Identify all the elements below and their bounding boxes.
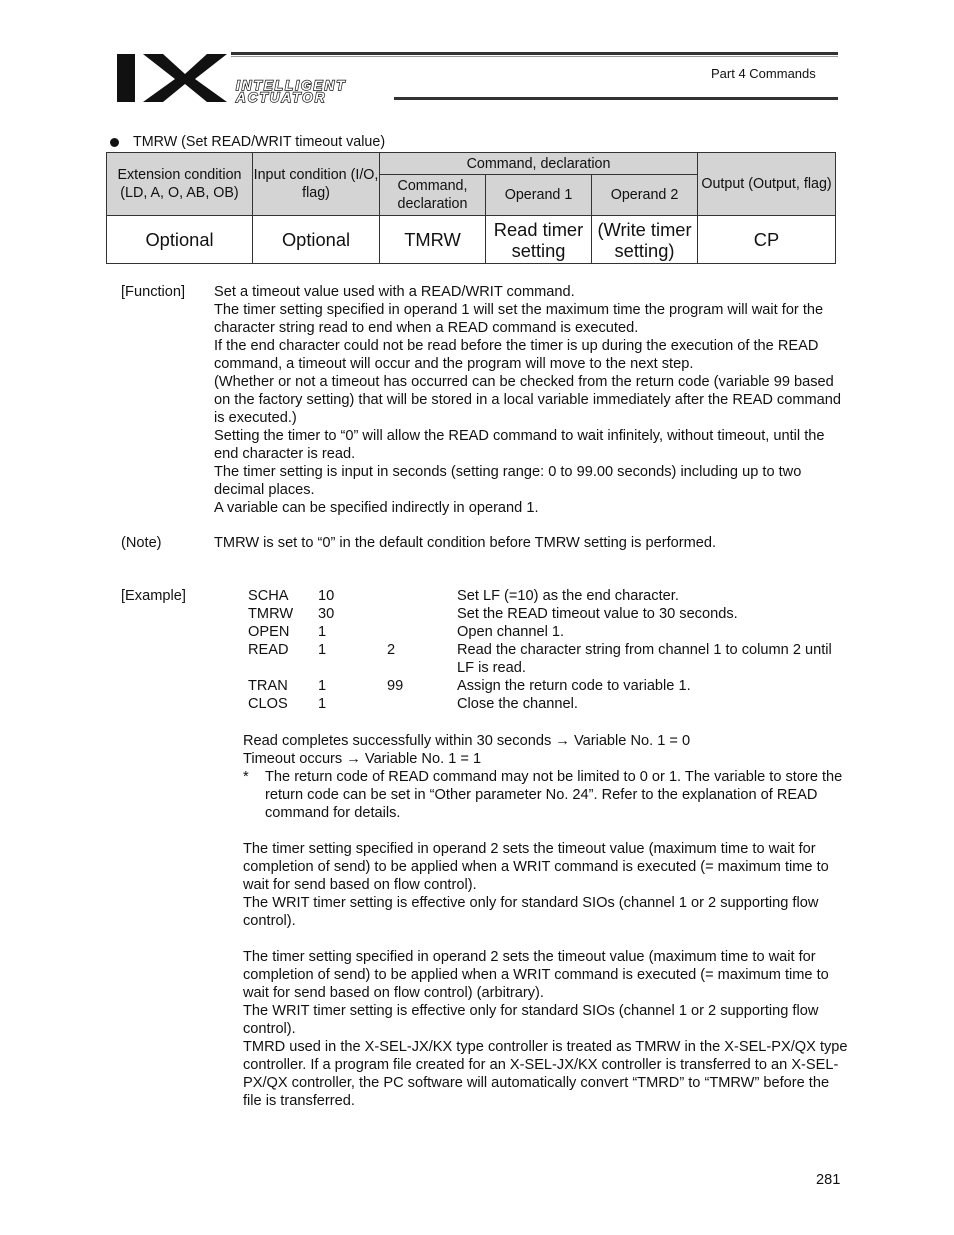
header-operand-2: Operand 2 xyxy=(592,175,698,216)
operand-2-paragraph-1 xyxy=(243,840,848,930)
function-label: [Function] xyxy=(121,284,186,300)
footnote-mark: * xyxy=(243,769,249,785)
code-operand-1: 1 xyxy=(318,642,327,658)
example-code-row xyxy=(248,587,848,605)
code-command: TMRW xyxy=(248,606,294,622)
paragraph-line: TMRD used in the X-SEL-JX/KX type controller is treated as TMRW in the X-SEL-PX/QX type controller. If a program file created for an X-SEL-JX/KX controller is transferred to an X-SEL-PX/QX controller, the PC software will automatically convert “TMRD” to “TMRW” before the file is transferred. xyxy=(243,1039,848,1109)
code-comment: Set LF (=10) as the end character. xyxy=(457,588,679,604)
code-comment: Read the character string from channel 1 to column 2 until LF is read. xyxy=(457,642,832,676)
code-operand-1: 10 xyxy=(318,588,335,604)
code-comment: Assign the return code to variable 1. xyxy=(457,678,691,694)
header-rule-top-thin xyxy=(231,56,838,57)
cell-output: CP xyxy=(698,216,836,264)
example-results xyxy=(243,732,843,768)
example-code-row xyxy=(248,695,848,713)
function-line: The timer setting is input in seconds (setting range: 0 to 99.00 seconds) including up to two decimal places. xyxy=(214,464,802,498)
section-title: TMRW (Set READ/WRIT timeout value) xyxy=(133,134,386,150)
function-line: Set a timeout value used with a READ/WRIT command. xyxy=(214,284,575,300)
function-line: Setting the timer to “0” will allow the READ command to wait infinitely, without timeout, until the end character is read. xyxy=(214,428,825,462)
header-rule-top xyxy=(231,52,838,55)
example-code-row xyxy=(248,605,848,623)
cell-input-condition: Optional xyxy=(253,216,380,264)
code-comment: Set the READ timeout value to 30 seconds. xyxy=(457,606,738,622)
example-label: [Example] xyxy=(121,588,186,604)
code-command: OPEN xyxy=(248,624,290,640)
header-operand-1: Operand 1 xyxy=(486,175,592,216)
paragraph-line: The timer setting specified in operand 2 sets the timeout value (maximum time to wait for completion of send) to be applied when a WRIT command is executed (= maximum time to wait for send based on flow control). xyxy=(243,841,829,893)
command-spec-table xyxy=(106,152,836,264)
function-description xyxy=(214,283,846,517)
page-number: 281 xyxy=(816,1172,841,1188)
example-code-row xyxy=(248,641,848,676)
header-extension-condition: Extension condition (LD, A, O, AB, OB) xyxy=(107,153,253,216)
code-command: CLOS xyxy=(248,696,288,712)
header-command-group: Command, declaration xyxy=(380,153,698,175)
header-command: Command, declaration xyxy=(380,175,486,216)
function-line: A variable can be specified indirectly in operand 1. xyxy=(214,500,539,516)
logo-wordmark-actuator: ACTUATOR xyxy=(236,90,327,105)
code-operand-1: 1 xyxy=(318,678,327,694)
result-line: Timeout occurs → Variable No. 1 = 1 xyxy=(243,751,482,767)
note-text: TMRW is set to “0” in the default condition before TMRW setting is performed. xyxy=(214,535,717,551)
code-operand-1: 30 xyxy=(318,606,335,622)
cell-operand-2: (Write timer setting) xyxy=(592,216,698,264)
code-command: TRAN xyxy=(248,678,288,694)
code-operand-2: 99 xyxy=(387,678,404,694)
code-operand-1: 1 xyxy=(318,624,327,640)
footnote-text: The return code of READ command may not be limited to 0 or 1. The variable to store the return code can be set in “Other parameter No. 24”. Refer to the explanation of READ command for details. xyxy=(265,769,843,821)
ix-logo-icon xyxy=(113,52,231,104)
paragraph-line: The WRIT timer setting is effective only for standard SIOs (channel 1 or 2 supporting flow control). xyxy=(243,1003,819,1037)
function-line: The timer setting specified in operand 1 will set the maximum time the program will wait for the character string read to end when a READ command is executed. xyxy=(214,302,824,336)
bullet-icon xyxy=(110,138,119,147)
code-comment: Close the channel. xyxy=(457,696,578,712)
code-command: SCHA xyxy=(248,588,289,604)
code-operand-2: 2 xyxy=(387,642,396,658)
header-output: Output (Output, flag) xyxy=(698,153,836,216)
code-comment: Open channel 1. xyxy=(457,624,565,640)
paragraph-line: The timer setting specified in operand 2 sets the timeout value (maximum time to wait for completion of send) to be applied when a WRIT command is executed (= maximum time to wait for send based on flow control) (arbitrary). xyxy=(243,949,829,1001)
paragraph-line: The WRIT timer setting is effective only for standard SIOs (channel 1 or 2 supporting flow control). xyxy=(243,895,819,929)
cell-command: TMRW xyxy=(380,216,486,264)
function-line: (Whether or not a timeout has occurred can be checked from the return code (variable 99 based on the factory setting) that will be stored in a local variable immediately after the READ command is executed.) xyxy=(214,374,842,426)
code-command: READ xyxy=(248,642,289,658)
result-line: Read completes successfully within 30 seconds → Variable No. 1 = 0 xyxy=(243,733,691,749)
note-label: (Note) xyxy=(121,535,162,551)
code-operand-1: 1 xyxy=(318,696,327,712)
operand-2-paragraph-2 xyxy=(243,948,848,1110)
example-code-row xyxy=(248,677,848,695)
function-line: If the end character could not be read before the timer is up during the execution of the READ command, a timeout will occur and the program will move to the next step. xyxy=(214,338,819,372)
cell-operand-1: Read timer setting xyxy=(486,216,592,264)
header-input-condition: Input condition (I/O, flag) xyxy=(253,153,380,216)
part-label: Part 4 Commands xyxy=(711,66,816,81)
cell-extension-condition: Optional xyxy=(107,216,253,264)
example-code-row xyxy=(248,623,848,641)
logo-wordmark-intelligent: INTELLIGENT xyxy=(236,78,347,93)
header-rule-bottom xyxy=(394,97,838,100)
